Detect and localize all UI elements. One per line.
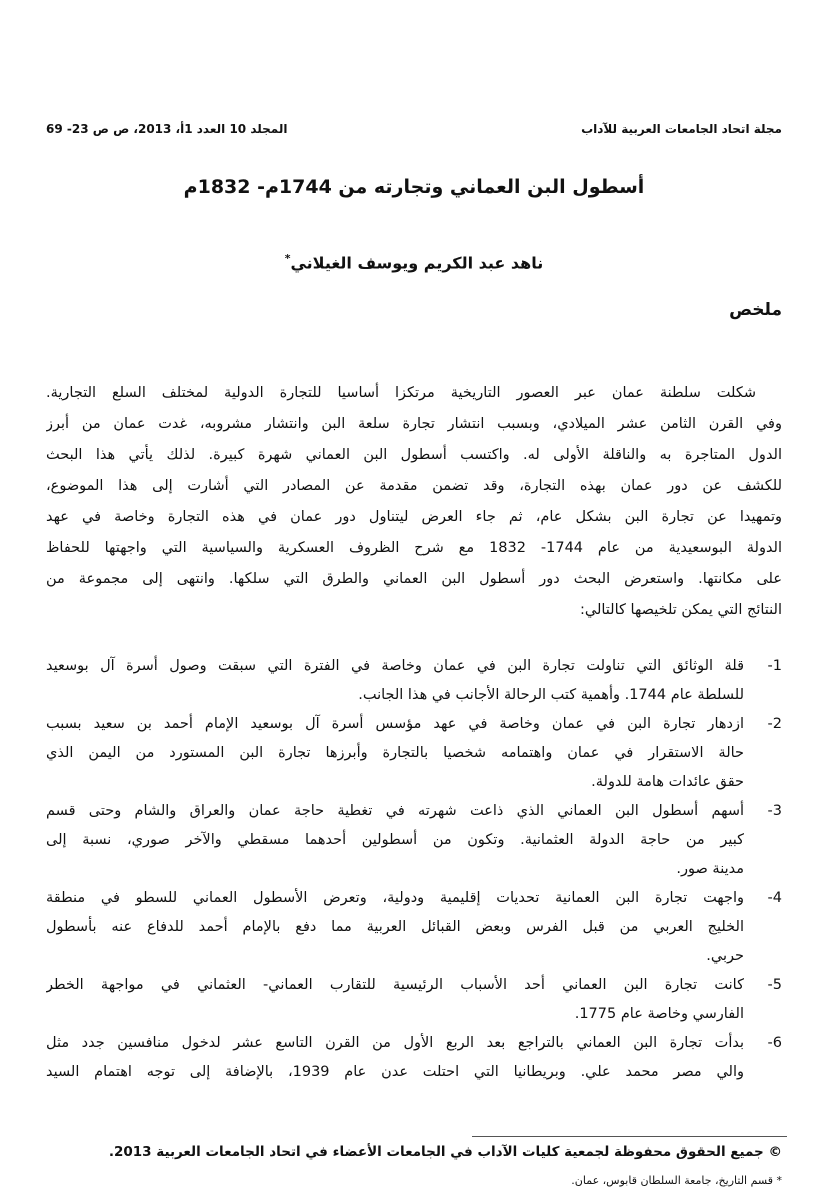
article-title: أسطول البن العماني وتجارته من 1744م- 1832م (183, 176, 645, 198)
abstract-line: النتائج التي يمكن تلخيصها كالتالي: (580, 602, 782, 618)
authors (0, 252, 828, 272)
author-names: ناهد عبد الكريم ويوسف الغيلاني (290, 253, 544, 273)
abstract-line: على مكانتها. واستعرض البحث دور أسطول البن العماني والطرق التي سلكها. وانتهى إلى مجموعة من (46, 571, 782, 587)
abstract-line: وفي القرن الثامن عشر الميلادي، وبسبب انتشار تجارة سلعة البن وانتشار مشروبه، غدت عمان من أبرز (46, 416, 782, 432)
item-line: حقق عائدات هامة للدولة. (591, 774, 744, 790)
item-line: حربي. (706, 948, 744, 964)
result-item (46, 884, 782, 971)
item-line: واجهت تجارة البن العمانية تحديات إقليمية ودولية، وتعرض الأسطول العماني للسطو في منطقة (46, 890, 744, 906)
item-line: كبير من حاجة الدولة العثمانية. وتكون من أسطولين أحدهما مسقطي والآخر صوري، نسبة إلى (46, 832, 744, 848)
abstract-line: الدول المتاجرة به والناقلة الأولى له. واكتسب أسطول البن العماني شهرة كبيرة. لذلك يأتي هذا البحث (46, 447, 782, 463)
author-affiliation: * قسم التاريخ، جامعة السلطان قابوس، عمان. (571, 1174, 782, 1187)
abstract-body (46, 378, 782, 626)
abstract-line: للكشف عن دور عمان بهذه التجارة، وقد تضمن مقدمة عن المصادر التي أشارت إلى هذا الموضوع، (46, 478, 782, 494)
result-item (46, 710, 782, 797)
item-line: حالة الاستقرار في عمان واهتمامه شخصيا بالتجارة وأبرزها تجارة البن المستورد من اليمن الذي (46, 745, 744, 761)
item-line: الخليج العربي من قبل الفرس وبعض القبائل العربية مما دفع بالإمام أحمد للدفاع عنه بأسطول (46, 919, 744, 935)
item-number: -2 (767, 716, 782, 732)
item-line: للسلطة عام 1744. وأهمية كتب الرحالة الأجانب في هذا الجانب. (358, 687, 744, 703)
item-number: -1 (767, 658, 782, 674)
item-line: والي مصر محمد علي. وبريطانيا التي احتلت عدن عام 1939، بالإضافة إلى توجه اهتمام السيد (46, 1064, 744, 1080)
journal-name: مجلة اتحاد الجامعات العربية للآداب (581, 122, 782, 136)
copyright-notice: © جميع الحقوق محفوظة لجمعية كليات الآداب في الجامعات الأعضاء في اتحاد الجامعات العربية 2013. (108, 1144, 782, 1160)
item-line: الفارسي وخاصة عام 1775. (574, 1006, 744, 1022)
item-line: كانت تجارة البن العماني أحد الأسباب الرئيسية للتقارب العماني- العثماني في مواجهة الخطر (46, 977, 744, 993)
abstract-heading: ملخص (729, 300, 782, 320)
item-line: قلة الوثائق التي تناولت تجارة البن في عمان وخاصة في الفترة التي سبقت وصول أسرة آل بوسعيد (46, 658, 744, 674)
result-item (46, 652, 782, 710)
item-number: -6 (767, 1035, 782, 1051)
author-footnote-mark: * (284, 252, 291, 265)
footnote-divider (472, 1136, 787, 1137)
issue-info: المجلد 10 العدد 1أ، 2013، ص ص 23- 69 (46, 122, 288, 136)
item-number: -4 (767, 890, 782, 906)
item-number: -5 (767, 977, 782, 993)
result-item (46, 1029, 782, 1087)
abstract-line: وتمهيدا عن تجارة البن بشكل عام، ثم جاء العرض ليتناول دور عمان في هذه التجارة وخاصة في عهد (46, 509, 782, 525)
abstract-line: الدولة البوسعيدية من عام 1744- 1832 مع شرح الظروف العسكرية والسياسية التي واجهتها للحفاظ (46, 540, 782, 556)
item-line: بدأت تجارة البن العماني بالتراجع بعد الربع الأول من القرن التاسع عشر لدخول منافسين جدد مثل (46, 1035, 744, 1051)
item-number: -3 (767, 803, 782, 819)
result-item (46, 797, 782, 884)
item-line: أسهم أسطول البن العماني الذي ذاعت شهرته في تغطية حاجة عمان والعراق والشام وحتى قسم (46, 803, 744, 819)
results-list (46, 652, 782, 1087)
item-line: مدينة صور. (676, 861, 744, 877)
item-line: ازدهار تجارة البن في عمان وخاصة في عهد مؤسس أسرة آل بوسعيد الإمام أحمد بن سعيد بسبب (46, 716, 744, 732)
result-item (46, 971, 782, 1029)
abstract-line: شكلت سلطنة عمان عبر العصور التاريخية مرتكزا أساسيا للتجارة الدولية لمختلف السلع التجارية. (46, 385, 756, 401)
